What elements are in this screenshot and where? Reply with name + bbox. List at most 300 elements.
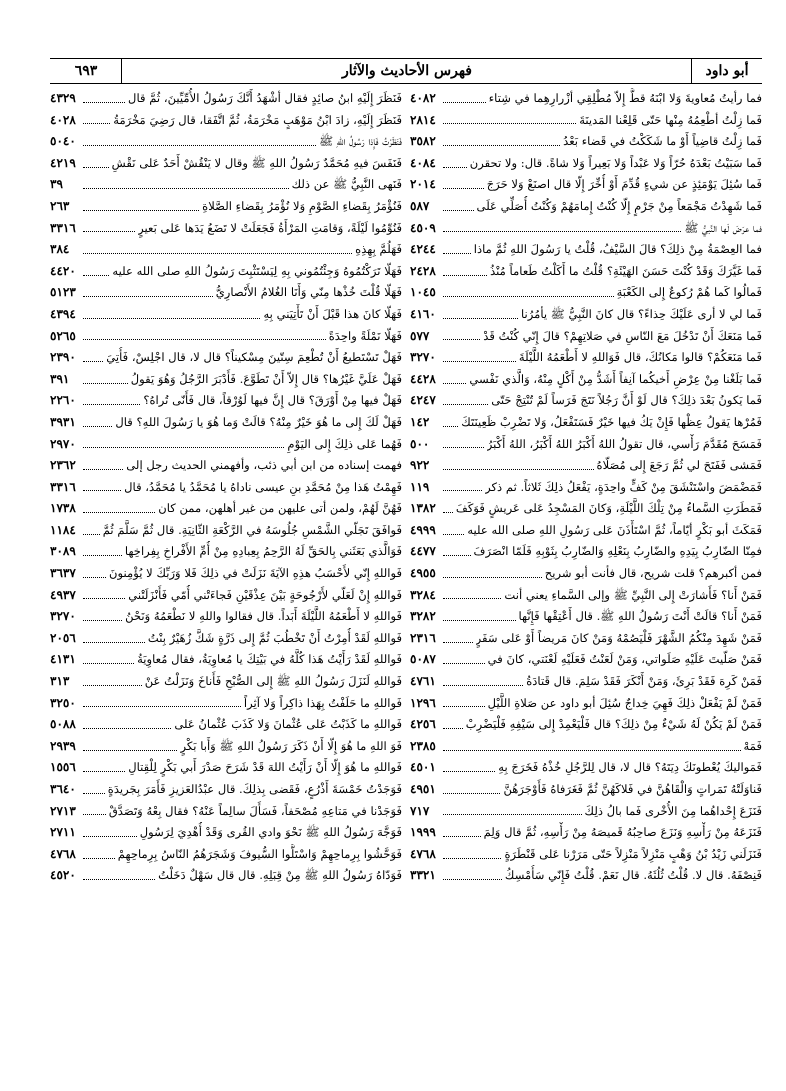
hadith-text: فَمَنْ كَرِهَ فَقَدْ بَرِئَ، وَمَنْ أَنْكَرَ فَقَدْ سَلِمَ. قال قَتادَةُ bbox=[526, 674, 762, 689]
index-entry bbox=[50, 153, 402, 175]
dot-leader bbox=[443, 533, 464, 535]
hadith-text: فَما بَلَغْنا مِنْ عِرْضِ أَخيكُما آنِفاً أَشَدُّ مِنْ أَكْلٍ مِنْهُ، وَالَّذي نَفْسي bbox=[469, 371, 762, 386]
dot-leader bbox=[83, 597, 125, 599]
hadith-text: فمِنّا الضّارِبُ بِيَدِهِ والضّارِبُ بِنَعْلِهِ وَالضّارِبُ بِثَوْبِهِ فَلَمّا انْصَرَفَ bbox=[473, 544, 762, 559]
index-entry bbox=[410, 477, 762, 499]
hadith-number: ٣٩ bbox=[50, 177, 63, 192]
index-entry bbox=[410, 671, 762, 693]
dot-leader bbox=[443, 554, 471, 556]
index-entry bbox=[410, 628, 762, 650]
hadith-number: ٢٧١٣ bbox=[50, 803, 76, 818]
hadith-text: فَهَلّا نَمْلَةً واحِدَةً bbox=[328, 328, 402, 343]
index-entry bbox=[50, 628, 402, 650]
index-entry bbox=[410, 498, 762, 520]
hadith-number: ٥٨٧ bbox=[410, 198, 430, 213]
hadith-text: فَواللهِ لَقَدْ أُمِرْتُ أَنْ تَخْطُبَ ثُمَّ إِلى ذَرَّةٍ شَكَّ زُهَيْرٌ بِنْتُ bbox=[147, 630, 402, 645]
hadith-number: ٢٩٣٩ bbox=[50, 738, 76, 753]
hadith-number: ٥٠٨٧ bbox=[410, 652, 436, 667]
hadith-text: فَنَظَرَ إِلَيْهِ ابنُ صائِدٍ فقال أشْهَدُ أَنَّكَ رَسُولُ الأُمِّيِّينَ، ثُمَّ قال bbox=[128, 91, 402, 105]
dot-leader bbox=[83, 792, 105, 794]
dot-leader bbox=[443, 446, 484, 448]
hadith-text: فما رأيتُ مُعاويةَ وَلا ابْنَهُ قطُّ إِلاّ مُطْلِقِي أزْرارِهِما في شِتاء bbox=[488, 91, 762, 105]
dot-leader bbox=[443, 468, 594, 470]
hadith-number: ٥٠٤٠ bbox=[50, 134, 76, 149]
hadith-text: فَمَنْ شَهِدَ مِنْكُمُ الشَّهْرَ فَلْيَصُمْهُ وَمَنْ كانَ مَريضاً أَوْ عَلى سَفَرٍ bbox=[475, 630, 762, 645]
hadith-number: ١٤٢ bbox=[410, 414, 430, 429]
hadith-text: فَمَنْ لَمْ يَكُنْ لَهُ شَيْءٌ مِنْ ذلِكَ؟ قال فَلْيَعْمِدْ إِلى سَيْفِهِ فَلْيَضْرِبْ bbox=[465, 717, 762, 732]
hadith-text: فَمُرْها يَقولُ عِظْها فَإِنْ يَكُ فيها خَيْرٌ فَسَتَفْعَلُ، وَلا تَضْرِبْ ظَعِينَتَكَ bbox=[461, 414, 762, 429]
hadith-text: فَوَالَّذي بَعَثَني بِالحَقِّ لَهُ الرَّحِمُ بِعِبادِهِ مِنْ أُمِّ الأَفْراخِ بِفِراخِها bbox=[124, 544, 402, 559]
hadith-number: ٣٥٨٢ bbox=[410, 134, 436, 149]
index-entry bbox=[410, 865, 762, 887]
hadith-text: فَوَدّاهُ رَسُولُ اللهِ ﷺ مِنْ قِبَلِهِ. قال قال سَهْلٌ دَخَلْتُ bbox=[158, 868, 402, 883]
dot-leader bbox=[443, 360, 516, 362]
hadith-number: ٣٨٤ bbox=[50, 242, 70, 257]
index-entry bbox=[50, 498, 402, 520]
hadith-text: فَمَشى فَفَتَحَ لي ثُمَّ رَجَعَ إِلى مُصَلّاهُ bbox=[596, 458, 762, 473]
hadith-number: ٣٣١٦ bbox=[50, 479, 76, 494]
hadith-number: ٤٧٦٨ bbox=[50, 846, 76, 861]
index-entry bbox=[410, 88, 762, 110]
dot-leader bbox=[443, 425, 458, 427]
page-header bbox=[50, 58, 762, 84]
hadith-text: فَما مَنَعَكَ أَنْ تَدْخُلَ مَعَ النّاسِ في صَلاتِهِمْ؟ قالَ إِنّي كُنْتُ قَدْ bbox=[483, 328, 762, 343]
index-entry bbox=[410, 757, 762, 779]
index-entry bbox=[50, 110, 402, 132]
hadith-number: ٤٥٢٠ bbox=[50, 868, 76, 883]
dot-leader bbox=[443, 619, 516, 621]
dot-leader bbox=[83, 749, 177, 751]
hadith-text: فَوافَقَ تَجَلّي الشَّمْسِ جُلُوسَهُ في الرَّكْعَةِ الثّانِيَةِ. قال ثُمَّ سَلَّمَ ثُمَّ bbox=[102, 522, 402, 537]
dot-leader bbox=[443, 295, 614, 297]
hadith-number: ٢٢٦٠ bbox=[50, 393, 76, 408]
dot-leader bbox=[443, 792, 500, 794]
hadith-number: ٤١٣١ bbox=[50, 652, 76, 667]
dot-leader bbox=[83, 489, 121, 491]
index-entry bbox=[410, 585, 762, 607]
book-title: أبو داود bbox=[691, 59, 762, 83]
index-entry bbox=[410, 412, 762, 434]
index-entry bbox=[50, 390, 402, 412]
hadith-text: فهمت إسناده من ابن أبي ذئب، وأفهمني الحديث رجل إلى bbox=[126, 458, 402, 473]
dot-leader bbox=[83, 252, 352, 254]
dot-leader bbox=[83, 425, 112, 427]
hadith-number: ٢٠٥٦ bbox=[50, 630, 76, 645]
hadith-text: فَهُما عَلى ذلِكَ إِلى اليَوْمِ bbox=[287, 436, 402, 451]
hadith-number: ٣٦٣٧ bbox=[50, 566, 76, 581]
hadith-number: ٣٠٨٩ bbox=[50, 544, 76, 559]
hadith-number: ٤٩٥٥ bbox=[410, 566, 436, 581]
hadith-number: ٢٨١٤ bbox=[410, 112, 436, 127]
index-entry bbox=[50, 174, 402, 196]
dot-leader bbox=[443, 403, 488, 405]
index-entry bbox=[410, 801, 762, 823]
index-entry bbox=[410, 153, 762, 175]
hadith-number: ٢٦٣ bbox=[50, 198, 70, 213]
left-column bbox=[50, 88, 402, 887]
index-entry bbox=[410, 369, 762, 391]
index-entry bbox=[50, 304, 402, 326]
index-entry bbox=[50, 326, 402, 348]
index-entry bbox=[50, 844, 402, 866]
dot-leader bbox=[83, 209, 199, 211]
hadith-text: فَهَلْ عَلَيَّ غَيْرُها؟ قال إِلاّ أَنْ تَطَوَّعَ. فَأَدْبَرَ الرَّجُلُ وَهُوَ يَقولُ bbox=[130, 371, 402, 386]
hadith-number: ٣٢٥٠ bbox=[50, 695, 76, 710]
hadith-number: ٥٠٠ bbox=[410, 436, 430, 451]
hadith-number: ٣٢٧٠ bbox=[410, 350, 436, 365]
hadith-text: فَنُؤْمَرُ بِقَضاءِ الصَّوْمِ وَلا نُؤْمَرُ بِقَضاءِ الصَّلاةِ bbox=[202, 198, 402, 213]
hadith-text: فَما يَكونُ بَعْدَ ذلِكَ؟ قال لَوْ أَنَّ رَجُلاً نَتَجَ فَرَساً لَمْ تُنْتِجْ حَتّى bbox=[491, 393, 762, 408]
dot-leader bbox=[443, 878, 502, 880]
hadith-number: ٣٣٢١ bbox=[410, 868, 436, 883]
hadith-number: ٢٣٦٢ bbox=[50, 458, 76, 473]
hadith-number: ٤٥٠٩ bbox=[410, 220, 436, 235]
hadith-text: فَوَجَّهَ رَسُولُ اللهِ ﷺ نَحْوَ وادي القُرى وَقَدْ أُهْدِيَ لِرَسُولِ bbox=[139, 825, 402, 840]
index-entry bbox=[50, 563, 402, 585]
hadith-text: فَمَطَرَتِ السَّماءُ مِنْ تِلْكَ اللَّيْلَةِ، وَكانَ المَسْجِدُ عَلى عَريشٍ فَوَكَفَ bbox=[455, 501, 762, 516]
hadith-text: فَمَنْ أَنا؟ قالَتْ أَنْتَ رَسُولُ اللهِ ﷺ. قال أَعْتِقْها فَإِنَّها bbox=[518, 609, 762, 624]
hadith-number: ٥٠٨٨ bbox=[50, 717, 76, 732]
dot-leader bbox=[443, 101, 486, 103]
index-entry bbox=[410, 239, 762, 261]
index-entry bbox=[410, 282, 762, 304]
dot-leader bbox=[443, 705, 485, 707]
dot-leader bbox=[83, 619, 122, 621]
index-entry bbox=[410, 541, 762, 563]
hadith-number: ٥٧٧ bbox=[410, 328, 430, 343]
hadith-text: فَما شَهِدْتُ مَجْمَعاً مِنْ جَرْمٍ إِلّا كُنْتُ إِمامَهُمْ وَكُنْتُ أُصَلِّي عَلَى bbox=[476, 198, 762, 213]
dot-leader bbox=[443, 576, 542, 578]
hadith-text: فَمَنْ صَلّيتَ عَلَيْهِ صَلَواتي، وَمَنْ لَعَنْتُ فَعَلَيْهِ لَعْنَتي، كانَ في bbox=[487, 652, 762, 667]
hadith-text: فَنَزَعَ إِحْداهُما مِنَ الأُخْرى فَما بالُ ذلِكَ bbox=[584, 803, 762, 818]
hadith-number: ٣٣١٦ bbox=[50, 220, 76, 235]
hadith-text: فَما لي لا أرى عَلَيْكَ حِذاءً؟ قال كانَ النَّبِيُّ ﷺ يأمُرُنا bbox=[520, 306, 762, 321]
dot-leader bbox=[443, 187, 484, 189]
dot-leader bbox=[443, 511, 453, 513]
hadith-number: ٣٢٨٢ bbox=[410, 609, 436, 624]
hadith-text: فَوَحَّشُوا بِرِماحِهِمْ وَاسْتَلُّوا السُّيوفَ وَشَجَرَهُمُ النّاسُ بِرِماحِهِمْ bbox=[117, 846, 402, 861]
index-entry bbox=[410, 844, 762, 866]
index-entry bbox=[50, 477, 402, 499]
dot-leader bbox=[443, 727, 463, 729]
dot-leader bbox=[443, 209, 474, 211]
dot-leader bbox=[83, 554, 122, 556]
index-entry bbox=[50, 541, 402, 563]
dot-leader bbox=[83, 446, 284, 448]
hadith-text: فَواللهِ ما حَلَفْتُ بِهَذا ذاكِراً وَلا آثِراً bbox=[243, 695, 402, 710]
hadith-number: ٤٢١٩ bbox=[50, 155, 76, 170]
hadith-text: فَهِمْتُ هَذا مِنْ مُحَمَّدِ بنِ عيسى ناداهُ يا مُحَمَّدُ يا مُحَمَّدُ، قال bbox=[124, 479, 402, 494]
hadith-text: فما عرَضَ لَها النَّبيُّ ﷺ bbox=[684, 220, 762, 235]
index-entry bbox=[50, 347, 402, 369]
dot-leader bbox=[83, 403, 140, 405]
index-entry bbox=[410, 779, 762, 801]
dot-leader bbox=[83, 166, 109, 168]
hadith-text: فَنَزَعَهُ مِنْ رَأْسِهِ وَنَزَعَ صاحِبُهُ قَميصَهُ مِنْ رَأْسِهِ، ثُمَّ قال وَلِمَ bbox=[483, 825, 762, 840]
dot-leader bbox=[443, 641, 473, 643]
hadith-number: ٤٤٧٧ bbox=[410, 544, 436, 559]
hadith-number: ٩٢٢ bbox=[410, 458, 430, 473]
index-entry bbox=[410, 822, 762, 844]
dot-leader bbox=[83, 813, 106, 815]
hadith-number: ٧١٧ bbox=[410, 803, 430, 818]
dot-leader bbox=[443, 144, 560, 146]
hadith-number: ١١٩ bbox=[410, 479, 430, 494]
index-entry bbox=[410, 304, 762, 326]
dot-leader bbox=[83, 122, 110, 124]
dot-leader bbox=[83, 684, 142, 686]
hadith-number: ١٥٥٦ bbox=[50, 760, 76, 775]
hadith-text: فَمَواليكَ يُعْطونَكَ دِيَتَهُ؟ قال لا، قال لِلرَّجُلِ خُذْهُ فَخَرَجَ بِهِ bbox=[498, 760, 762, 775]
hadith-number: ٤٠٢٨ bbox=[50, 112, 76, 127]
hadith-number: ٢٤٢٨ bbox=[410, 263, 436, 278]
hadith-number: ٤٠٨٤ bbox=[410, 155, 436, 170]
hadith-number: ١١٨٤ bbox=[50, 522, 76, 537]
dot-leader bbox=[443, 166, 467, 168]
index-entry bbox=[50, 520, 402, 542]
index-entry bbox=[410, 714, 762, 736]
hadith-text: فَنَظَرَ إِلَيْهِ، زادَ ابْنُ مَوْهَبٍ مَخْرَمَةُ، ثُمَّ اتَّفَقا، قال رَضِيَ مَخْرَمَةُ bbox=[113, 112, 402, 127]
hadith-text: فَما مَنَعَكُمْ؟ قالوا مَكانُكَ، قال فَوَاللهِ لا أَطْعَمُهُ اللَّيْلَةَ bbox=[518, 350, 762, 365]
index-entry bbox=[50, 412, 402, 434]
hadith-text: فَهَلْ لَكَ إِلى ما هُوَ خَيْرٌ مِنْهُ؟ قالَتْ وَما هُوَ يا رَسُولَ اللهِ؟ قال bbox=[115, 414, 402, 429]
index-entry bbox=[50, 218, 402, 240]
hadith-number: ٢٧١١ bbox=[50, 825, 76, 840]
hadith-text: فمن أكبرهم؟ قلت شريح، قال فأنت أبو شريح bbox=[544, 566, 762, 581]
hadith-text: فَهَلّا تَرَكْتُمُوهُ وَجِئْتُمُوني بِهِ لِيَسْتَثْبِتَ رَسُولُ اللهِ صلى الله عليه bbox=[112, 263, 402, 278]
index-entry bbox=[410, 563, 762, 585]
dot-leader bbox=[83, 274, 109, 276]
hadith-text: فَمَضْمَضَ واسْتَنْشَقَ مِنْ كَفٍّ واحِدَةٍ، يَفْعَلُ ذلِكَ ثَلاثاً. ثم ذكر bbox=[485, 479, 762, 494]
hadith-text: فَوَ اللهِ ما هُوَ إِلّا أَنْ ذَكَرَ رَسُولُ اللهِ ﷺ وَأَبا بَكْرٍ bbox=[180, 738, 402, 753]
hadith-text: فَواللهِ لَقَدْ رَأَيْتُ هَذا كُلَّهُ في بَيْتِكَ يا مُعاوِيَةُ، فقال مُعاوِيَةُ bbox=[137, 652, 402, 667]
index-entry bbox=[50, 88, 402, 110]
index-entry bbox=[410, 196, 762, 218]
index-entry bbox=[50, 261, 402, 283]
hadith-text: فَما زِلْتُ قاضِياً أَوْ ما شَكَكْتُ في قَضاء بَعْدُ bbox=[563, 134, 762, 149]
hadith-number: ٣٦٤٠ bbox=[50, 782, 76, 796]
hadith-text: فَهَلُمَّ بِهِذِهِ bbox=[355, 242, 402, 257]
dot-leader bbox=[443, 857, 501, 859]
index-entry bbox=[410, 649, 762, 671]
hadith-text: فَنَظَرْتُ فَإِذا رَسُولُ اللهِ ﷺ bbox=[319, 134, 402, 149]
dot-leader bbox=[83, 662, 134, 664]
dot-leader bbox=[83, 727, 171, 729]
index-entry bbox=[410, 693, 762, 715]
index-entry bbox=[410, 174, 762, 196]
index-entry bbox=[410, 261, 762, 283]
index-entry bbox=[410, 326, 762, 348]
hadith-number: ٣٢٧٠ bbox=[50, 609, 76, 624]
hadith-text: فَنُوِّمُوا لَيْلَةً، وَقامَتِ المَرْأَةُ فَجَعَلَتْ لا تَضَعُ يَدَها عَلى بَعيرٍ bbox=[138, 220, 402, 235]
hadith-text: فَهَلْ فيها مِنْ أَوْرَقَ؟ قال إِنَّ فيها لَوُرْقاً، قال فَأَنّى تُراهُ؟ bbox=[143, 393, 402, 408]
hadith-number: ٥١٢٣ bbox=[50, 285, 76, 300]
dot-leader bbox=[83, 101, 125, 103]
index-entry bbox=[50, 865, 402, 887]
index-entry bbox=[50, 239, 402, 261]
hadith-text: فَما زِلْتُ أطْعِمُهُ مِنْها حَتّى قَلِعْنا المَدينَةَ bbox=[579, 112, 762, 127]
hadith-text: فَمَهْ bbox=[743, 738, 762, 753]
hadith-number: ٢٣١٦ bbox=[410, 630, 436, 645]
hadith-number: ٤٣٩٤ bbox=[50, 306, 76, 321]
hadith-number: ٣١٣ bbox=[50, 674, 70, 689]
hadith-text: فَما سُئِلَ يَوْمَئِذٍ عن شيءٍ قُدِّمَ أَوْ أُخِّرَ إِلّا قال اصنَعْ وَلا حَرَجَ bbox=[486, 177, 762, 192]
hadith-text: فَناوَلَتْهُ تَمَراتٍ وَالْقَاهُنَّ في فَلاكَهُنَّ ثُمَّ فَغَرَفاهُ فَأَوْجَرَهُنَّ bbox=[503, 782, 762, 796]
hadith-number: ٤٢٥٦ bbox=[410, 717, 436, 732]
dot-leader bbox=[83, 576, 106, 578]
section-title: فهرس الأحاديث والآثار bbox=[121, 59, 692, 83]
dot-leader bbox=[83, 360, 103, 362]
index-entry bbox=[50, 606, 402, 628]
hadith-number: ٤٩٥١ bbox=[410, 782, 436, 796]
index-entry bbox=[50, 801, 402, 823]
hadith-text: فَنِصْفَهُ. قال لا. قُلْتُ ثُلُثَهُ. قال نَعَمْ. قُلْتُ فَإِنّي سَأُمْسِكُ bbox=[504, 868, 762, 883]
dot-leader bbox=[443, 749, 741, 751]
index-entry bbox=[50, 131, 402, 153]
index-entry bbox=[50, 649, 402, 671]
dot-leader bbox=[443, 662, 485, 664]
dot-leader bbox=[83, 382, 128, 384]
dot-leader bbox=[443, 122, 576, 124]
hadith-number: ٤٣٢٩ bbox=[50, 91, 76, 105]
index-entry bbox=[50, 369, 402, 391]
dot-leader bbox=[83, 641, 145, 643]
index-entry bbox=[410, 434, 762, 456]
index-entry bbox=[410, 455, 762, 477]
dot-leader bbox=[443, 835, 481, 837]
dot-leader bbox=[83, 230, 135, 232]
dot-leader bbox=[443, 382, 466, 384]
hadith-number: ٣٩١ bbox=[50, 371, 70, 386]
index-entry bbox=[50, 714, 402, 736]
hadith-number: ١٣٨٢ bbox=[410, 501, 436, 516]
dot-leader bbox=[443, 770, 495, 772]
hadith-text: فَنَزَلَني زَيْدُ بْنُ وَهْبٍ مَنْزِلاً مَنْزِلاً حَتّى مَرَرْنا عَلى قَنْطَرَةٍ bbox=[504, 846, 762, 861]
hadith-number: ٤٠٨٢ bbox=[410, 91, 436, 105]
hadith-number: ١٧٣٨ bbox=[50, 501, 76, 516]
hadith-text: فَهَلْ تَسْتَطيعُ أَنْ تُطْعِمَ سِتّينَ مِسْكيناً؟ قال لا، قال اجْلِسْ، فَأُتِيَ bbox=[106, 350, 402, 365]
hadith-text: فَمَكَثَ أبو بَكْرٍ أيّاماً، ثُمَّ اسْتَأْذَنَ عَلى رَسُولِ اللهِ صلى الله عليه bbox=[467, 522, 762, 537]
index-entry bbox=[410, 347, 762, 369]
index-entry bbox=[50, 196, 402, 218]
hadith-text: فَهَلّا قُلْتَ خُذْها مِنّي وَأَنَا الغُلامُ الأَنْصارِيُّ bbox=[215, 285, 402, 300]
dot-leader bbox=[83, 144, 316, 146]
index-entry bbox=[410, 520, 762, 542]
dot-leader bbox=[443, 230, 681, 232]
hadith-text: فَمالُوا كَما هُمْ رُكوعٌ إِلى الكَعْبَةِ bbox=[616, 285, 762, 300]
hadith-number: ٤٢٤٤ bbox=[410, 242, 436, 257]
index-entry bbox=[410, 606, 762, 628]
index-entry bbox=[410, 218, 762, 240]
hadith-number: ١٠٤٥ bbox=[410, 285, 436, 300]
dot-leader bbox=[443, 489, 482, 491]
hadith-text: فَواللهِ ما كَذَبْتُ عَلى عُثْمانَ وَلا كَذَبَ عُثْمانُ عَلى bbox=[174, 717, 402, 732]
dot-leader bbox=[443, 338, 480, 340]
dot-leader bbox=[83, 770, 125, 772]
dot-leader bbox=[443, 684, 523, 686]
index-entry bbox=[50, 822, 402, 844]
hadith-text: فَوَجَدْنا في مَتاعِهِ مُصْحَفاً، فَسَأَلَ سالِماً عَنْهُ؟ فقال بِعْهُ وَتَصَدَّقْ bbox=[108, 803, 402, 818]
right-column bbox=[410, 88, 762, 887]
hadith-text: فَواللهِ لَنَزَلَ رَسُولُ اللهِ ﷺ إِلى الصُّبْحِ فَأَناخَ وَنَزَلْتُ عَنْ bbox=[144, 674, 402, 689]
dot-leader bbox=[83, 878, 155, 880]
hadith-text: فما العِصْمَةُ مِنْ ذلِكَ؟ قالَ السَّيْفُ، قُلْتُ يا رَسُولَ اللهِ ثُمَّ ماذا bbox=[473, 242, 762, 257]
hadith-number: ٣٢٨٤ bbox=[410, 587, 436, 602]
hadith-text: فَواللهِ إِنْ لَعَلّي لأَرْجُوحَةٍ بَيْنَ عِذْقَيْنِ فَجاءَتْني أُمّي فَأَنْزَلَتْني bbox=[128, 587, 402, 602]
hadith-text: فَما غَيَّرَكَ وَقَدْ كُنْتَ حَسَنَ الهَيْئَةِ؟ قُلْتُ ما أَكَلْتُ طَعاماً مُنْذُ bbox=[490, 263, 762, 278]
hadith-text: فَوَجَدْتُ خَمْسَةَ أَذْرُعٍ، فَقَضى بِذلِكَ. قال عبْدُالعَزيزِ فَأَمَرَ بِجَريدَةٍ bbox=[107, 782, 402, 796]
hadith-text: فَمَنْ أَنا؟ فَأَشارَتْ إِلى النَّبِيِّ ﷺ وإلى السَّماءِ يعني أنت bbox=[504, 587, 762, 602]
hadith-text: فَنَهى النَّبِيُّ ﷺ عن ذلك bbox=[291, 177, 402, 192]
hadith-number: ٣٩٣١ bbox=[50, 414, 76, 429]
index-entry bbox=[410, 110, 762, 132]
hadith-text: فَهُنَّ لَهُمْ، ولمن أتى عليهن من غير أهلهن، ممن كان bbox=[158, 501, 402, 516]
hadith-number: ٤٧٦٨ bbox=[410, 846, 436, 861]
hadith-number: ٤٥٠١ bbox=[410, 760, 436, 775]
dot-leader bbox=[443, 813, 582, 815]
hadith-text: فَنَفَسَ فيهِ مُحَمَّدٌ رَسُولُ اللهِ ﷺ وقال لا يَنْقُشْ أَحَدٌ عَلى نَقْشِ bbox=[111, 155, 402, 170]
index-entry bbox=[50, 282, 402, 304]
index-entry bbox=[50, 779, 402, 801]
index-entry bbox=[50, 585, 402, 607]
hadith-number: ١٩٩٩ bbox=[410, 825, 436, 840]
index-entry bbox=[50, 757, 402, 779]
index-entry bbox=[50, 736, 402, 758]
index-entry bbox=[410, 131, 762, 153]
hadith-number: ٢٣٩٠ bbox=[50, 350, 76, 365]
hadith-text: فَواللهِ لا أَطْعَمُهُ اللَّيْلَةَ أَبَداً. قال فقالوا واللهِ لا نَطْعَمُهُ وَنَحْنُ bbox=[125, 609, 402, 624]
index-entry bbox=[50, 693, 402, 715]
hadith-text: فَواللهِ ما هُوَ إِلّا أَنْ رَأَيْتُ اللهَ قَدْ شَرَحَ صَدْرَ أَبي بَكْرٍ لِلْقِتالِ bbox=[128, 760, 402, 775]
index-entry bbox=[410, 390, 762, 412]
hadith-text: فَواللهِ إِنّي لأَحْسَبُ هذِهِ الآيَةَ نَزَلَتْ في ذلِكَ فَلا وَرَبِّكَ لا يُؤْمِنونَ bbox=[109, 566, 402, 581]
hadith-number: ٤٧٦١ bbox=[410, 674, 436, 689]
hadith-number: ٥٢٦٥ bbox=[50, 328, 76, 343]
hadith-number: ٤٤٢٨ bbox=[410, 371, 436, 386]
index-entry bbox=[50, 671, 402, 693]
index-page bbox=[50, 38, 762, 1078]
dot-leader bbox=[83, 187, 289, 189]
hadith-number: ٢٠١٤ bbox=[410, 177, 436, 192]
hadith-text: فَمَنْ لَمْ يَفْعَلْ ذلِكَ فَهِيَ خِداجٌ سُئِلَ أبو داود عن صَلاةِ اللَّيْلِ bbox=[487, 695, 762, 710]
hadith-text: فَمَسَحَ مُقَدَّمَ رَأْسي، قال تقولُ اللهُ أَكْبَرُ اللهُ أَكْبَرُ، اللهُ أَكْبَرُ bbox=[486, 436, 762, 451]
index-entry bbox=[50, 434, 402, 456]
index-entry bbox=[50, 455, 402, 477]
hadith-text: فَما سَبَيْتُ بَعْدَهُ حُرّاً وَلا عَبْداً وَلا بَعِيراً وَلا شاةً. قال: ولا تحقرن bbox=[469, 155, 762, 170]
dot-leader bbox=[443, 597, 501, 599]
dot-leader bbox=[443, 274, 487, 276]
dot-leader bbox=[83, 338, 326, 340]
dot-leader bbox=[83, 295, 213, 297]
hadith-number: ٤٩٣٧ bbox=[50, 587, 76, 602]
hadith-number: ٤٢٤٧ bbox=[410, 393, 436, 408]
page-number: ٦٩٣ bbox=[74, 63, 98, 79]
dot-leader bbox=[83, 468, 123, 470]
dot-leader bbox=[83, 857, 115, 859]
hadith-number: ٤٩٩٩ bbox=[410, 522, 436, 537]
dot-leader bbox=[443, 252, 471, 254]
dot-leader bbox=[83, 705, 241, 707]
hadith-number: ٤١٦٠ bbox=[410, 306, 436, 321]
dot-leader bbox=[83, 835, 137, 837]
dot-leader bbox=[83, 511, 155, 513]
dot-leader bbox=[83, 317, 260, 319]
dot-leader bbox=[83, 533, 100, 535]
hadith-number: ٤٤٢٠ bbox=[50, 263, 76, 278]
index-entry bbox=[410, 736, 762, 758]
hadith-number: ٢٣٨٥ bbox=[410, 738, 436, 753]
dot-leader bbox=[443, 317, 518, 319]
